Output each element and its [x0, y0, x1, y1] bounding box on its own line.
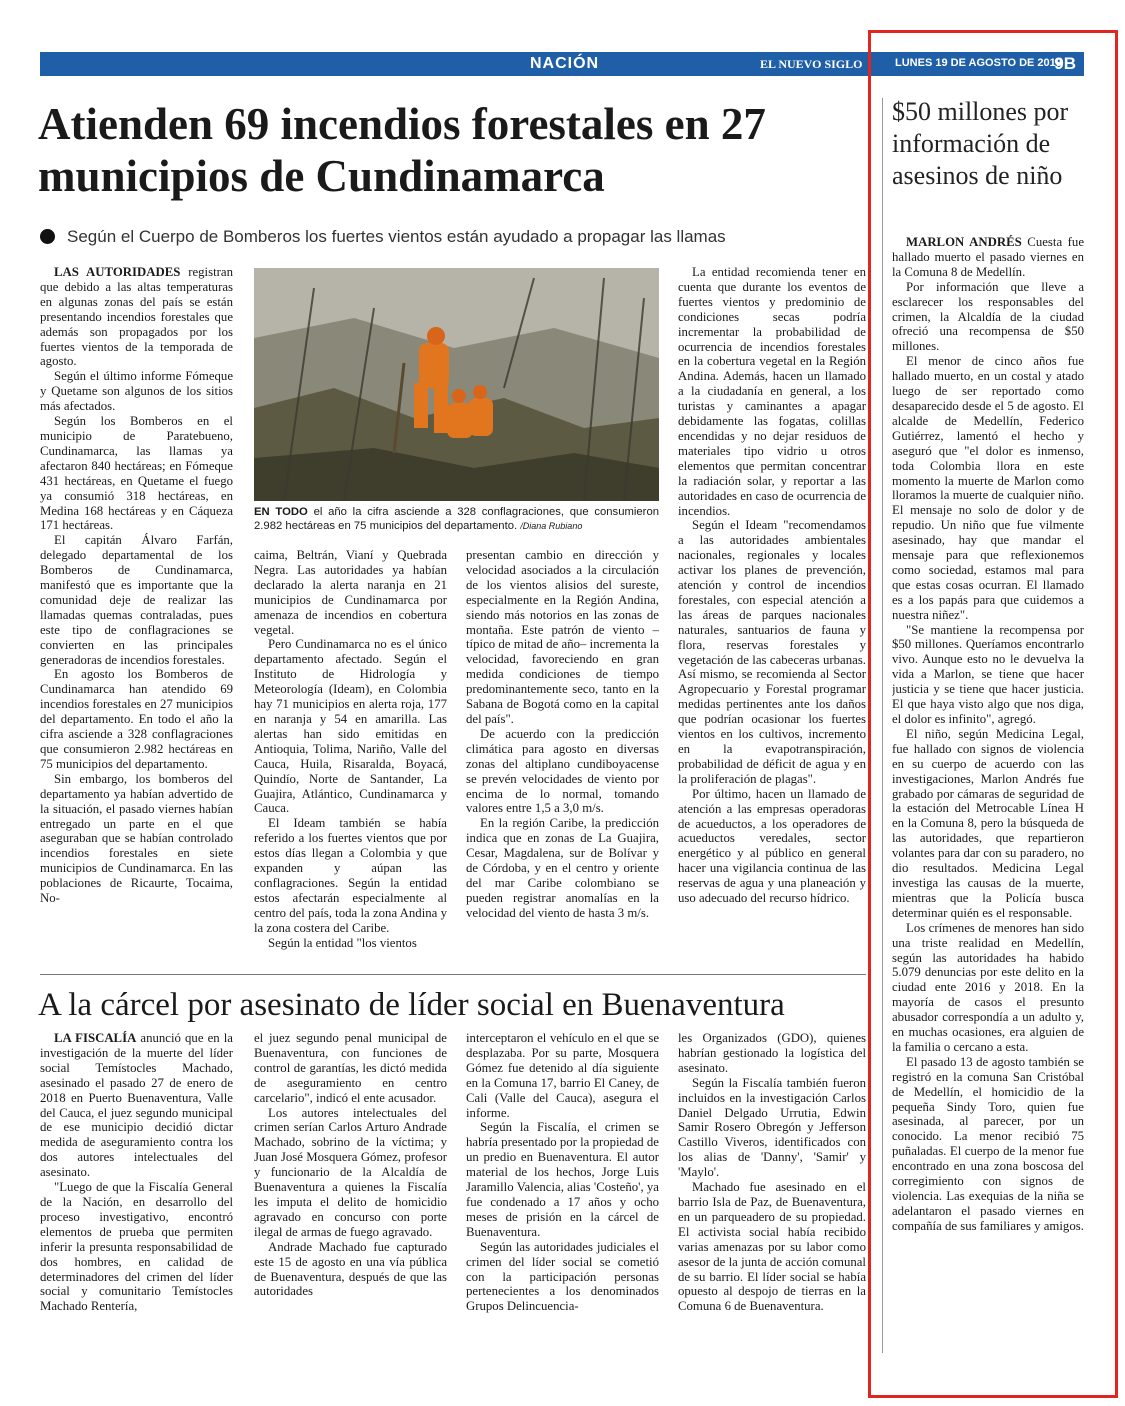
- main-subheadline: [40, 227, 726, 247]
- photo-caption: [254, 505, 659, 533]
- page-number: 9B: [1054, 54, 1076, 73]
- caption-text: el año la cifra asciende a 328 conflagraciones, que consumieron 2.982 hectáreas en 75 municipios del departamento.: [254, 506, 660, 532]
- second-column-4: [678, 1031, 866, 1354]
- paragraph: les Organizados (GDO), quienes habrían gestionado la logística del asesinato.: [678, 1031, 866, 1075]
- paragraph: Según las autoridades judiciales el crimen del líder social se cometió con la participación personas pertenecientes a los denominados Grupos Delincuencia-: [466, 1239, 659, 1314]
- paragraph: "Luego de que la Fiscalía General de la Nación, en desarrollo del proceso investigativo, encontró elementos de prueba que permiten inferir la presunta responsabilidad de dos hombres, en calidad de determinadores del crimen del líder social y comunitario Temístocles Machado Rentería,: [40, 1180, 233, 1314]
- newspaper-name: EL NUEVO SIGLO: [760, 57, 863, 71]
- paragraph: Según los Bomberos en el municipio de Paratebueno, Cundinamarca, las llamas ya afectaron 840 hectáreas; en Fómeque 431 hectáreas, en Quetame el fuego ya consumió 318 hectáreas, en Medina 168 hectáreas y en Cáqueza 171 hectáreas.: [40, 414, 233, 533]
- paragraph: De acuerdo con la predicción climática para agosto en diversas zonas del altiplano cundiboyacense se prevén velocidades de viento por encima de lo normal, tomando valores entre 1,5 a 3,0 m/s.: [466, 726, 659, 816]
- article-lead: MARLON ANDRÉS: [906, 235, 1022, 249]
- sidebar-headline: $50 millones por información de asesinos de niño: [892, 97, 1069, 190]
- paragraph: Cuesta fue hallado muerto el pasado viernes en la Comuna 8 de Medellín.: [892, 235, 1084, 279]
- section-name: NACIÓN: [530, 55, 600, 72]
- paragraph: El capitán Álvaro Farfán, delegado departamental de los Bomberos de Cundinamarca, manifestó que es importante que la comunidad deje de realizar las llamadas quemas contraladas, pues este tipo de conflagraciones se convierten en las principales generadoras de incendios forestales.: [40, 533, 233, 667]
- main-column-4: [678, 265, 866, 969]
- paragraph: Según la Fiscalía, el crimen se habría presentado por la propiedad de un predio en Buenaventura. El autor material de los hechos, Jorge Luis Jaramillo Valencia, alias 'Costeño', ya fue condenado a 17 años y ocho meses de prisión en la cárcel de Buenaventura.: [466, 1120, 659, 1239]
- caption-lead: EN TODO: [254, 506, 308, 518]
- paragraph: Por información que lleve a esclarecer los responsables del crimen, la Alcaldía de la ciudad ofreció una recompensa de $50 millones.: [892, 279, 1084, 354]
- photo-illustration: [254, 268, 659, 501]
- paragraph: El pasado 13 de agosto también se registró en la comuna San Cristóbal de Medellín, el homicidio de la pequeña Sindy Toro, quien fue asesinada, al parecer, por un conocido. La menor recibió 75 puñaladas. El cuerpo de la menor fue encontrado en una zona boscosa del corregimiento con signos de violencia. Las exequias de la niña se adelantaron el pasado viernes en compañía de sus familiares y amigos.: [892, 1054, 1084, 1233]
- bullet-icon: [40, 229, 55, 244]
- paragraph: El menor de cinco años fue hallado muerto, en un costal y atado luego de ser reportado como desaparecido desde el 5 de agosto. El alcalde de Medellín, Federico Gutiérrez, lamentó el hecho y aseguró que "el dolor es inmenso, toda Colombia llora en este momento la muerte de Marlon como lloramos la muerte de cualquier niño. El mensaje no solo de dolor y de repudio. Un niño que fue vilmente asesinado, hay que mandar el mensaje para que reflexionemos como sociedad, estamos mal para que estas cosas ocurran. El llamado es a los papás para que cuidemos a nuestra niñez".: [892, 354, 1084, 622]
- firefighters-photo: [254, 268, 659, 501]
- paragraph: Según la entidad "los vientos: [268, 935, 417, 950]
- main-column-1: [40, 265, 233, 969]
- paragraph: Según el Ideam "recomendamos a las autoridades ambientales nacionales, regionales y locales activar los planes de prevención, atención y control de incendios forestales, con especial atención a las áreas de parques nacionales naturales, santuarios de fauna y flora, reservas forestales y vegetación de las cabeceras urbanas. Así mismo, se recomienda al Sector Agropecuario y Forestal programar medidas pertinentes ante los daños que podrían ocasionar los fuertes vientos en los cultivos, incremento en la evapotranspiración, probabilidad de déficit de agua y en la proliferación de plagas".: [678, 518, 866, 786]
- paragraph: El Ideam también se había referido a los fuertes vientos que por estos días llegan a Colombia y que expanden y aúpan las conflagraciones. Según la entidad estos afectarán especialmente al centro del país, toda la zona Andina y la zona costera del Caribe.: [254, 816, 447, 935]
- article-lead: LAS AUTORIDADES: [54, 265, 181, 279]
- paragraph: Por último, hacen un llamado de atención a las empresas operadoras de acueductos, a los operadores de acueductos veredales, sector energético y al público en general hacer una vigilancia continua de las reservas de agua y una planeación y uso adecuado del recurso hídrico.: [678, 786, 866, 906]
- paragraph: anunció que en la investigación de la muerte del líder social Temístocles Machado, asesinado el pasado 27 de enero de 2018 en Puerto Buenaventura, Valle del Cauca, el juez segundo municipal de ese municipio decidió dictar medida de aseguramiento contra los dos autores intelectuales del asesinato.: [40, 1031, 233, 1180]
- main-headline: Atienden 69 incendios forestales en 27 municipios de Cundinamarca: [38, 99, 766, 201]
- paragraph: En la región Caribe, la predicción indica que en zonas de La Guajira, Cesar, Magdalena, sur de Bolívar y de Córdoba, y en el centro y oriente del mar Caribe colombiano se pueden registrar anomalías en la velocidad del viento de hasta 3 m/s.: [466, 816, 659, 920]
- second-column-3: [466, 1031, 659, 1354]
- paragraph: presentan cambio en dirección y velocidad asociados a la circulación de los vientos alisios del sureste, especialmente en la Región Andina, siendo más notorios en las zonas de montaña. Este patrón de viento –típico de mitad de año– incrementa la velocidad, favoreciendo en gran medida condiciones de tiempo predominantemente seco, tanto en la Sabana de Bogotá como en la capital del país".: [466, 548, 659, 726]
- paragraph: Según el último informe Fómeque y Quetame son algunos de los sitios más afectados.: [40, 369, 233, 414]
- paragraph: interceptaron el vehículo en el que se desplazaba. Por su parte, Mosquera Gómez fue detenido al día siguiente en la Comuna 17, barrio El Caney, de Cali (Valle del Cauca), asegura el informe.: [466, 1031, 659, 1120]
- main-column-3: [466, 548, 659, 969]
- paragraph: Sin embargo, los bomberos del departamento ya habían advertido de la situación, el pasado viernes habían entregado un parte en el que aseguraban que se habían controlado incendios forestales en siete municipios de Cundinamarca. En las poblaciones de Ricaurte, Tocaima, No-: [40, 771, 233, 906]
- paragraph: "Se mantiene la recompensa por $50 millones. Queríamos encontrarlo vivo. Aunque esto no le devuelva la vida a Marlon, se tiene que hacer justicia y se tiene que hacer justicia. El que haya visto algo que nos diga, el dolor es infinito", agregó.: [892, 622, 1084, 726]
- article-lead: LA FISCALÍA: [54, 1031, 137, 1045]
- paragraph: En agosto los Bomberos de Cundinamarca han atendido 69 incendios forestales en 27 municipios del departamento. En todo el año la cifra asciende a 328 conflagraciones que consumieron 2.982 hectáreas en 75 municipios del departamento.: [40, 667, 233, 771]
- paragraph: Según la Fiscalía también fueron incluidos en la investigación Carlos Daniel Delgado Urrutia, Edwin Samir Rosero Obregón y Jefferson Castillo Viveros, identificados con los alias de 'Danny', 'Samir' y 'Maylo'.: [678, 1075, 866, 1180]
- paragraph: Los crímenes de menores han sido una triste realidad en Medellín, según las autoridades ha habido 5.079 denuncias por este delito en la ciudad ente 2016 y 2018. En la mayoría de casos el presunto abusador correspondía a un adulto y, en muchas ocasiones, era alguien de la familia o cercano a esta.: [892, 920, 1084, 1054]
- second-headline: A la cárcel por asesinato de líder social en Buenaventura: [38, 987, 785, 1023]
- second-column-2: [254, 1031, 447, 1354]
- sidebar-divider: [882, 98, 883, 1353]
- paragraph: Pero Cundinamarca no es el único departamento afectado. Según el Instituto de Hidrología y Meteorología (Ideam), en Colombia hay 71 municipios en alerta roja, 177 en naranja y 54 en amarilla. Las alertas han sido emitidas en Antioquia, Tolima, Nariño, Valle del Cauca, Huila, Risaralda, Boyacá, Quindío, Norte de Santander, La Guajira, Atlántico, Cundinamarca y Cauca.: [254, 637, 447, 816]
- sidebar-column: [892, 235, 1084, 1355]
- paragraph: Los autores intelectuales del crimen serían Carlos Arturo Andrade Machado, sobrino de la víctima; y Juan José Mosquera Gómez, profesor y funcionario de la Alcaldía de Buenaventura a quienes la Fiscalía les imputa el delito de homicidio agravado en concurso con porte ilegal de armas de fuego agravado.: [254, 1105, 447, 1239]
- paragraph: caima, Beltrán, Vianí y Quebrada Negra. Las autoridades ya habían declarado la alerta naranja en 21 municipios de Cundinamarca por amenaza de incendios en cobertura vegetal.: [254, 548, 447, 637]
- photo-credit: /Diana Rubiano: [520, 521, 583, 531]
- paragraph: El niño, según Medicina Legal, fue hallado con signos de violencia en su cuerpo de acuerdo con las investigaciones, Marlon Andrés fue grabado por cámaras de seguridad de la estación del Metrocable Línea H en la Comuna 8, pero la búsqueda de las autoridades, que repartieron volantes para dar con su paradero, no dio resultados. Medicina Legal investiga las causas de la muerte, mientras que la Policía busca determinar quién es el responsable.: [892, 726, 1084, 920]
- paragraph: Machado fue asesinado en el barrio Isla de Paz, de Buenaventura, en un parqueadero de su propiedad. El activista social había recibido varias amenazas por su labor como asesor de la junta de acción comunal de su barrio. El líder social se había opuesto al despojo de tierras en la Comuna 6 de Buenaventura.: [678, 1180, 866, 1314]
- second-column-1: [40, 1031, 233, 1354]
- section-divider: [40, 974, 866, 975]
- paragraph: registran que debido a las altas temperaturas en algunas zonas del país se están presentando incendios forestales que además son propagados por los fuertes vientos de la temporada de agosto.: [40, 265, 233, 369]
- issue-date: LUNES 19 DE AGOSTO DE 2019: [895, 57, 1062, 69]
- paragraph: el juez segundo penal municipal de Buenaventura, con funciones de control de garantías, les dictó medida de aseguramiento en centro carcelario", indicó el ente acusador.: [254, 1031, 447, 1105]
- main-column-2: [254, 548, 447, 969]
- subheadline-text: Según el Cuerpo de Bomberos los fuertes vientos están ayudado a propagar las llamas: [67, 227, 726, 246]
- paragraph: La entidad recomienda tener en cuenta que durante los eventos de fuertes vientos y predominio de condiciones secas podría incrementar la probabilidad de ocurrencia de incendios forestales en la cobertura vegetal en la Región Andina. Además, hacen un llamado a la ciudadanía en general, a los turistas y caminantes a apagar debidamente las fogatas, colillas encendidas y no dejar residuos de materiales tipo vidrio u otros elementos que permitan concentrar la radiación solar, y reportar a las autoridades en caso de ocurrencia de incendios.: [678, 265, 866, 518]
- paragraph: Andrade Machado fue capturado este 15 de agosto en una vía pública de Buenaventura, después de que las autoridades: [254, 1239, 447, 1299]
